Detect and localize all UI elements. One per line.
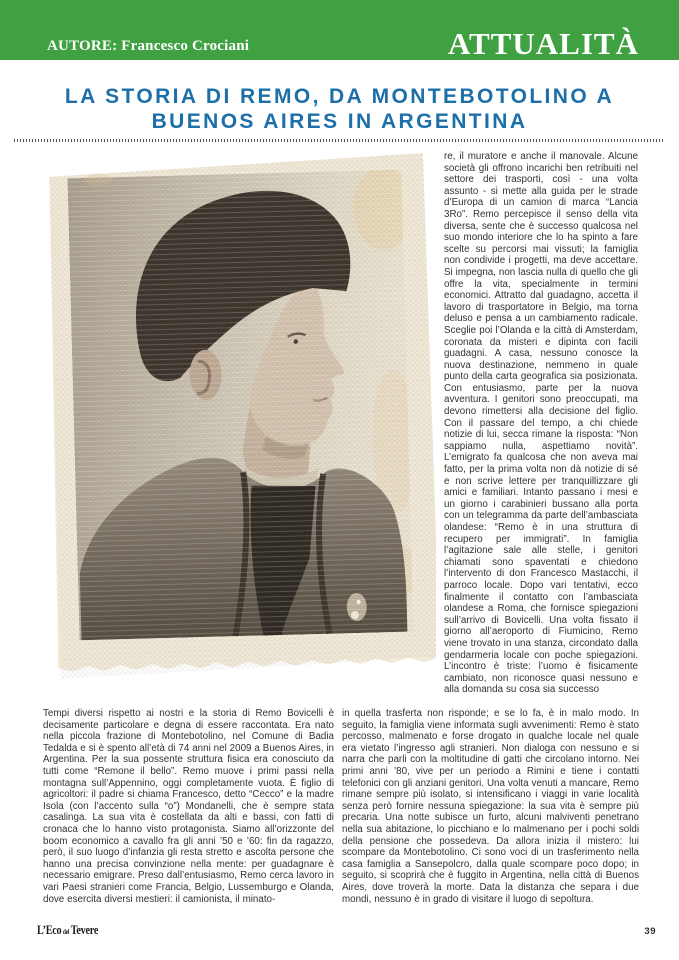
magazine-logo-part2: del bbox=[62, 928, 70, 936]
page-title bbox=[0, 84, 679, 134]
portrait-photo bbox=[44, 150, 436, 704]
article-column-left-bottom: Tempi diversi rispetto ai nostri e la storia di Remo Bovicelli è decisamente particolare e degna di essere raccontata. Era nato nella piccola frazione di Montebotolino, nel Comune di Badia Tedalda e si è spento all’età di 74 anni nel 2009 a Buenos Aires, in Argentina. Per la sua possente struttura fisica era conosciuto da tutti come “Remone il bello”. Remo muove i primi passi nella montagna sull’Appennino, oggi completamente vuota. È figlio di agricoltori: il padre si chiama Francesco, detto “Cecco” e la madre Isola (con l’accento sulla “o”) Mondanelli, che è sempre stata casalinga. La sua vita è costellata da alti e bassi, con fatti di cronaca che lo hanno visto protagonista. Siamo all’orizzonte del boom economico a cavallo fra gli anni ’50 e ’60: fin da ragazzo, però, il suo luogo d’infanzia gli resta stretto e ascolta persone che hanno una precisa convinzione nella mente: per guadagnare è necessario emigrare. Preso dall’entusiasmo, Remo cerca lavoro in vari Paesi stranieri come Francia, Belgio, Lussemburgo e Olanda, dove esercita diversi mestieri: il camionista, il minato- bbox=[43, 708, 334, 905]
dotted-divider bbox=[14, 139, 665, 142]
magazine-logo bbox=[37, 922, 98, 938]
article-column-right-top: re, il muratore e anche il manovale. Alcune società gli offrono incarichi ben retribuiti nel settore dei trasporti, così - una volta assunto - si mette alla guida per le strade d’Europa di un camion di marca “Lancia 3Ro”. Remo percepisce il senso della vita diversa, sente che è successo qualcosa nel suo mondo interiore che lo ha spinto a fare scelte su percorsi mai vissuti; la famiglia non condivide i progetti, ma deve accettare. Si impegna, non lascia nulla di quello che gli offre la vita, specialmente in termini economici. Attratto dal guadagno, accetta il lavoro di trasportatore in Belgio, ma torna deluso e pensa a un cambiamento radicale. Sceglie poi l’Olanda e la città di Amsterdam, coronata da misteri e dipinta con facili guadagni. A casa, nessuno conosce la nuova destinazione, nemmeno in quale punto della carta geografica sia posizionata. Con entusiasmo, parte per la nuova avventura. I genitori sono preoccupati, ma devono rimettersi alla decisione del figlio. Con il passare del tempo, a chi chiede notizie di lui, secca rimane la risposta: “Non sappiamo nulla, aspettiamo novità”. L’emigrato fa qualcosa che non aveva mai fatto, per la prima volta non dà notizie di sé e non scrive lettere per tranquillizzare gli amici e familiari. Intanto passano i mesi e un giorno i carabinieri bussano alla porta con un telegramma da parte dell’ambasciata olandese: “Remo è in una struttura di recupero per immigrati”. In famiglia l’agitazione sale alle stelle, i genitori chiamati sono spaventati e chiedono l’intervento di don Francesco Mastacchi, il parroco locale. Dopo vari tentativi, ecco finalmente il contatto con l’ambasciata olandese a Roma, che fornisce spiegazioni sull’arrivo di Bovicelli. Una volta fissato il giorno all’aeroporto di Fiumicino, Remo viene trovato in una stanza, circondato dalla gendarmeria locale con poche spiegazioni. L’incontro è triste: l’uomo è fisicamente cambiato, non riconosce quasi nessuno e alla domanda su cosa sia successo bbox=[444, 151, 638, 696]
section-label: ATTUALITÀ bbox=[447, 26, 639, 61]
magazine-logo-part3: Tevere bbox=[70, 922, 99, 937]
page-number: 39 bbox=[644, 926, 656, 937]
article-column-right-bottom: in quella trasferta non risponde; e se lo fa, è in malo modo. In seguito, la famiglia viene informata sugli avvenimenti: Remo è stato percosso, malmenato e forse drogato in qualche locale nel quale era vietato l’ingresso agli stranieri. Non dialoga con nessuno e si narra che parli con la moltitudine di gatti che circolano intorno. Nei primi anni ’80, vive per un periodo a Rimini e tiene i contatti telefonici con gli anziani genitori. Una volta venuti a mancare, Remo rimane sempre più isolato, si intensificano i viaggi in varie località senza però fornire nessuna spiegazione: la sua vita è sempre più precaria. Una notte subisce un furto, alcuni malviventi penetrano nella sua abitazione, lo picchiano e lo malmenano per i pochi soldi della pensione che possedeva. Da allora inizia il mistero: lui scompare da Montebotolino. Ci sono voci di un trasferimento nella casa famiglia a Sansepolcro, dalla quale scompare poco dopo; in seguito, si scoprirà che è fuggito in Argentina, nella città di Buenos Aires, dove troverà la morte. Data la distanza che separa i due mondi, nessuno è in grado di visitare il luogo di sepoltura. bbox=[342, 708, 639, 905]
magazine-logo-part1: L’Eco bbox=[37, 922, 62, 937]
page-title-line1: LA STORIA DI REMO, DA MONTEBOTOLINO A bbox=[64, 85, 615, 108]
author-credit: AUTORE: Francesco Crociani bbox=[47, 38, 250, 54]
portrait-photo-art bbox=[44, 150, 436, 704]
header-bar bbox=[0, 0, 679, 60]
page-title-line2: BUENOS AIRES IN ARGENTINA bbox=[151, 110, 528, 133]
